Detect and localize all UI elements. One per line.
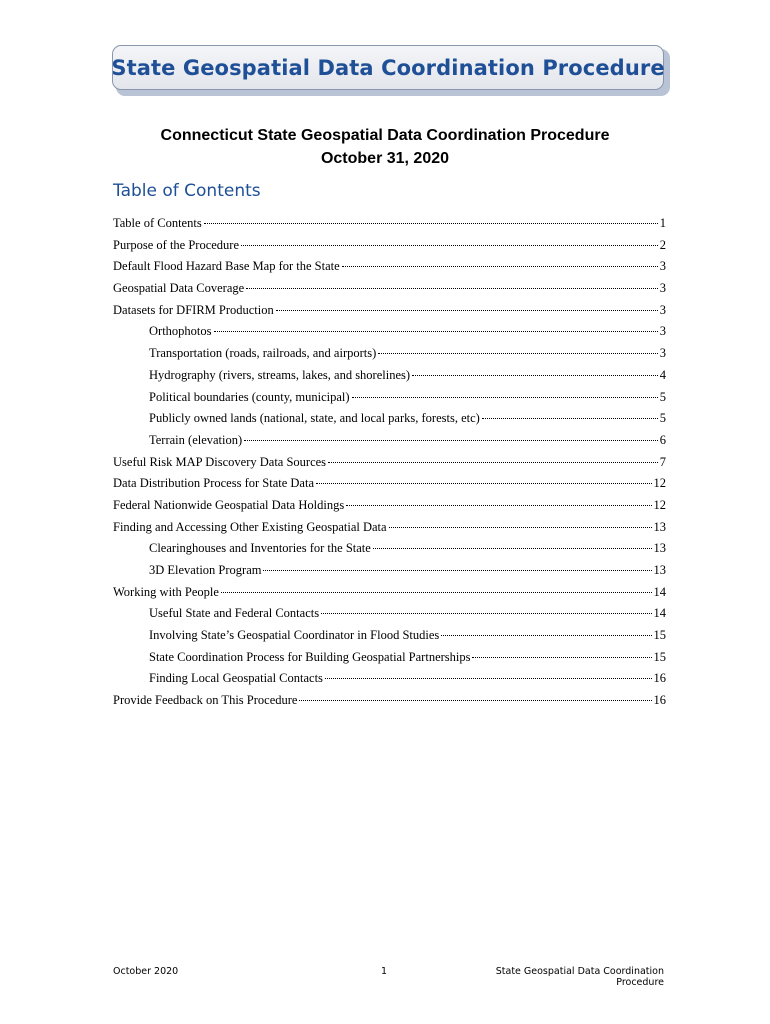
- toc-dot-leader: [321, 612, 651, 614]
- toc-dot-leader: [412, 374, 658, 376]
- toc-entry[interactable]: [113, 256, 666, 278]
- toc-entry[interactable]: [113, 452, 666, 474]
- toc-entry-page: 5: [659, 389, 666, 404]
- toc-entry-label: Finding Local Geospatial Contacts: [149, 671, 323, 686]
- toc-entry-page: 14: [653, 584, 666, 599]
- toc-dot-leader: [373, 547, 652, 549]
- toc-entry-page: 16: [653, 671, 666, 686]
- toc-entry[interactable]: [113, 582, 666, 604]
- toc-entry-label: Purpose of the Procedure: [113, 237, 240, 252]
- toc-entry-page: 16: [653, 693, 666, 708]
- toc-entry-label: Publicly owned lands (national, state, and local parks, forests, etc): [149, 411, 480, 426]
- document-date: October 31, 2020: [320, 150, 450, 167]
- toc-entry-page: 1: [659, 216, 666, 230]
- toc-dot-leader: [352, 396, 658, 398]
- toc-entry[interactable]: [113, 603, 666, 625]
- toc-entry[interactable]: [113, 408, 666, 430]
- toc-dot-leader: [325, 677, 652, 679]
- toc-entry-label: Table of Contents: [113, 216, 202, 230]
- toc-entry[interactable]: [113, 343, 666, 365]
- banner-title: State Geospatial Data Coordination Procedure: [111, 55, 665, 80]
- toc-entry-label: Data Distribution Process for State Data: [113, 476, 314, 491]
- toc-entry-page: 2: [659, 237, 666, 252]
- toc-dot-leader: [214, 330, 658, 332]
- toc-entry[interactable]: [113, 560, 666, 582]
- toc-entry-label: Useful State and Federal Contacts: [149, 606, 320, 621]
- toc-dot-leader: [263, 569, 651, 571]
- toc-dot-leader: [221, 591, 652, 593]
- toc-entry[interactable]: [113, 495, 666, 517]
- toc-entry[interactable]: [113, 538, 666, 560]
- toc-entry-label: Terrain (elevation): [149, 432, 243, 447]
- toc-entry[interactable]: [113, 235, 666, 257]
- banner-box: [112, 45, 664, 90]
- toc-entry[interactable]: [113, 473, 666, 495]
- toc-entry-page: 3: [659, 302, 666, 317]
- toc-entry-page: 5: [659, 411, 666, 426]
- toc-dot-leader: [389, 526, 652, 528]
- toc-entry[interactable]: [113, 387, 666, 409]
- toc-entry-label: Geospatial Data Coverage: [113, 281, 245, 296]
- toc-heading: Table of Contents: [113, 181, 261, 201]
- toc-entry-page: 14: [653, 606, 666, 621]
- toc-entry-label: Federal Nationwide Geospatial Data Holdings: [113, 497, 345, 512]
- toc-entry-page: 13: [653, 541, 666, 556]
- toc-entry[interactable]: [113, 213, 666, 235]
- toc-dot-leader: [244, 439, 658, 441]
- toc-entry-label: Datasets for DFIRM Production: [113, 302, 274, 317]
- toc-dot-leader: [299, 699, 651, 701]
- toc-entry[interactable]: [113, 278, 666, 300]
- toc-dot-leader: [328, 461, 658, 463]
- toc-entry-page: 7: [659, 454, 666, 469]
- toc-dot-leader: [204, 222, 658, 224]
- footer-page-number: 1: [381, 966, 388, 977]
- toc-entry[interactable]: [113, 647, 666, 669]
- toc-entry-label: Hydrography (rivers, streams, lakes, and shorelines): [149, 367, 411, 382]
- toc-entry-label: Useful Risk MAP Discovery Data Sources: [113, 454, 327, 469]
- toc-entry-label: Default Flood Hazard Base Map for the State: [113, 259, 340, 274]
- toc-entry-page: 3: [659, 324, 666, 339]
- toc-entry-label: Finding and Accessing Other Existing Geospatial Data: [113, 519, 387, 534]
- toc-entry[interactable]: [113, 690, 666, 712]
- toc-dot-leader: [246, 287, 658, 289]
- header-banner: [112, 45, 670, 96]
- toc-entry[interactable]: [113, 517, 666, 539]
- toc-entry-page: 4: [659, 367, 666, 382]
- toc-entry-page: 3: [659, 259, 666, 274]
- table-of-contents: [113, 213, 666, 712]
- toc-entry[interactable]: [113, 625, 666, 647]
- footer-document-name: State Geospatial Data Coordination Procedure: [495, 966, 664, 988]
- toc-dot-leader: [316, 482, 652, 484]
- toc-dot-leader: [241, 244, 658, 246]
- toc-entry-label: Orthophotos: [149, 324, 212, 339]
- toc-entry[interactable]: [113, 430, 666, 452]
- toc-entry-page: 3: [659, 281, 666, 296]
- toc-entry-page: 3: [659, 346, 666, 361]
- toc-entry-label: Working with People: [113, 584, 219, 599]
- toc-entry[interactable]: [113, 365, 666, 387]
- toc-entry-page: 12: [653, 476, 666, 491]
- toc-dot-leader: [342, 265, 658, 267]
- toc-entry-label: Transportation (roads, railroads, and airports): [149, 346, 377, 361]
- toc-entry-label: Political boundaries (county, municipal): [149, 389, 350, 404]
- toc-dot-leader: [482, 417, 658, 419]
- toc-dot-leader: [472, 656, 651, 658]
- footer-date: October 2020: [113, 966, 179, 977]
- document-title: Connecticut State Geospatial Data Coordination Procedure: [160, 127, 610, 144]
- toc-entry-page: 12: [653, 497, 666, 512]
- toc-dot-leader: [346, 504, 651, 506]
- toc-entry-label: Provide Feedback on This Procedure: [113, 693, 298, 708]
- toc-entry[interactable]: [113, 321, 666, 343]
- toc-entry-label: Involving State’s Geospatial Coordinator in Flood Studies: [149, 628, 440, 643]
- toc-entry-page: 15: [653, 628, 666, 643]
- toc-entry-page: 15: [653, 649, 666, 664]
- toc-entry-page: 13: [653, 519, 666, 534]
- toc-dot-leader: [378, 352, 657, 354]
- toc-dot-leader: [276, 309, 658, 311]
- toc-entry-label: 3D Elevation Program: [149, 563, 262, 577]
- toc-entry-label: Clearinghouses and Inventories for the State: [149, 541, 371, 556]
- toc-entry-label: State Coordination Process for Building Geospatial Partnerships: [149, 649, 471, 664]
- toc-entry[interactable]: [113, 300, 666, 322]
- toc-entry-page: 13: [653, 563, 666, 577]
- toc-entry[interactable]: [113, 668, 666, 690]
- toc-dot-leader: [441, 634, 651, 636]
- toc-entry-page: 6: [659, 432, 666, 447]
